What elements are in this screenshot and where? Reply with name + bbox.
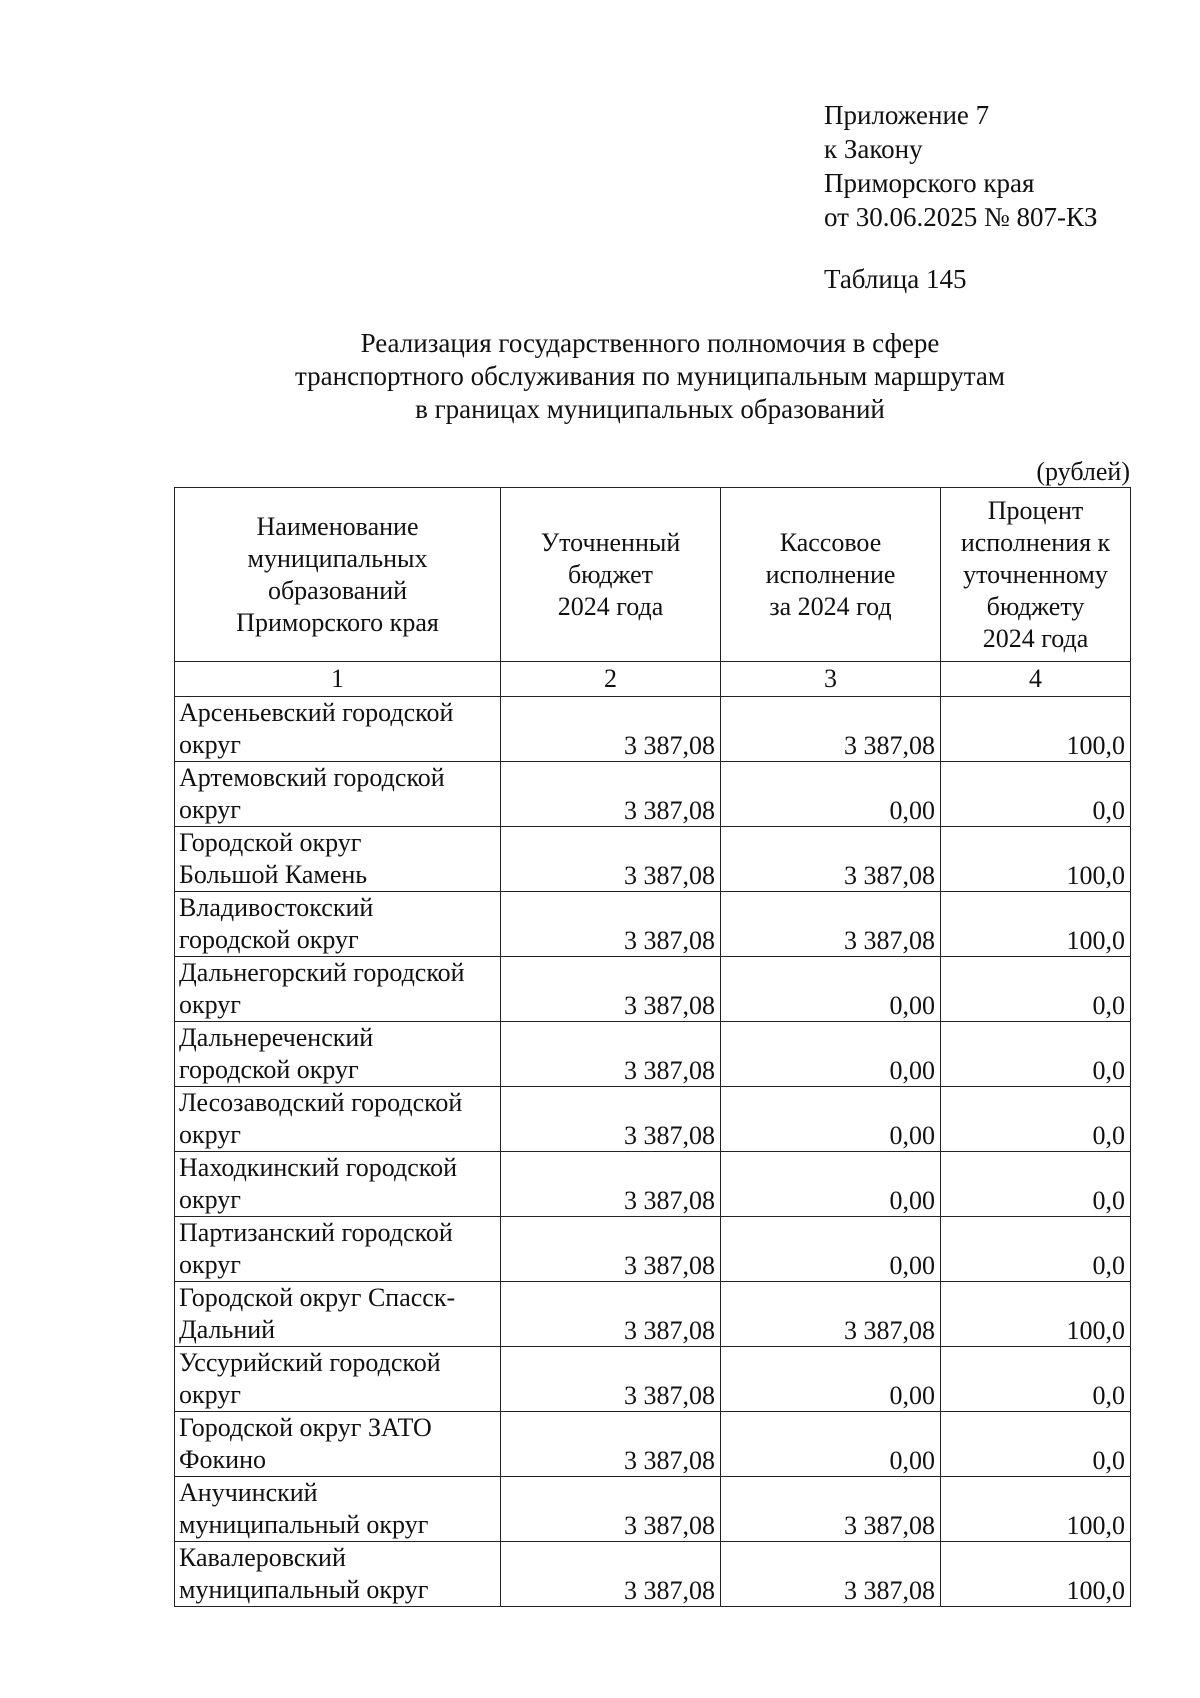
budget-value: 3 387,08 (501, 892, 721, 957)
executed-value: 3 387,08 (721, 892, 941, 957)
municipality-name: Городской округ Большой Камень (175, 827, 501, 892)
municipality-name: Кавалеровский муниципальный округ (175, 1542, 501, 1607)
municipality-name: Анучинский муниципальный округ (175, 1477, 501, 1542)
document-title (180, 327, 1120, 426)
table-row (175, 1412, 1131, 1477)
appendix-line: Приморского края (824, 168, 1035, 198)
table-row (175, 827, 1131, 892)
column-number: 2 (501, 662, 721, 697)
table-row (175, 762, 1131, 827)
municipality-name: Находкинский городской округ (175, 1152, 501, 1217)
header-budget: Уточненный бюджет 2024 года (501, 488, 721, 662)
budget-value: 3 387,08 (501, 1412, 721, 1477)
municipality-name: Дальнереченский городской округ (175, 1022, 501, 1087)
column-number: 3 (721, 662, 941, 697)
table-row (175, 892, 1131, 957)
table-row (175, 1087, 1131, 1152)
budget-value: 3 387,08 (501, 827, 721, 892)
units-label: (рублей) (1036, 457, 1130, 486)
table-row (175, 1542, 1131, 1607)
table-label: Таблица 145 (824, 264, 967, 294)
executed-value: 3 387,08 (721, 1282, 941, 1347)
percent-value: 0,0 (941, 1217, 1131, 1282)
header-executed: Кассовое исполнение за 2024 год (721, 488, 941, 662)
appendix-line: Приложение 7 (824, 100, 990, 130)
appendix-line: к Закону (824, 134, 923, 164)
budget-value: 3 387,08 (501, 1542, 721, 1607)
executed-value: 3 387,08 (721, 1477, 941, 1542)
percent-value: 100,0 (941, 892, 1131, 957)
table-row (175, 1217, 1131, 1282)
percent-value: 0,0 (941, 1412, 1131, 1477)
table-row (175, 1022, 1131, 1087)
budget-value: 3 387,08 (501, 1087, 721, 1152)
table-row (175, 957, 1131, 1022)
executed-value: 3 387,08 (721, 1542, 941, 1607)
budget-table (174, 487, 1131, 1607)
column-number: 1 (175, 662, 501, 697)
percent-value: 0,0 (941, 762, 1131, 827)
column-number-row (175, 662, 1131, 697)
executed-value: 0,00 (721, 1347, 941, 1412)
header-municipality: Наименование муниципальных образований Приморского края (175, 488, 501, 662)
municipality-name: Уссурийский городской округ (175, 1347, 501, 1412)
executed-value: 0,00 (721, 762, 941, 827)
municipality-name: Дальнегорский городской округ (175, 957, 501, 1022)
appendix-reference (824, 98, 1097, 234)
executed-value: 0,00 (721, 957, 941, 1022)
municipality-name: Городской округ Спасск- Дальний (175, 1282, 501, 1347)
municipality-name: Владивостокский городской округ (175, 892, 501, 957)
budget-value: 3 387,08 (501, 1152, 721, 1217)
percent-value: 100,0 (941, 1477, 1131, 1542)
municipality-name: Партизанский городской округ (175, 1217, 501, 1282)
executed-value: 0,00 (721, 1022, 941, 1087)
percent-value: 0,0 (941, 957, 1131, 1022)
executed-value: 0,00 (721, 1412, 941, 1477)
table-row (175, 1282, 1131, 1347)
budget-value: 3 387,08 (501, 957, 721, 1022)
budget-value: 3 387,08 (501, 1282, 721, 1347)
title-line: Реализация государственного полномочия в сфере (360, 328, 940, 358)
percent-value: 100,0 (941, 1282, 1131, 1347)
appendix-line: от 30.06.2025 № 807-КЗ (824, 202, 1098, 232)
title-line: транспортного обслуживания по муниципальным маршрутам (295, 361, 1005, 391)
table-row (175, 1347, 1131, 1412)
table-header-row (175, 488, 1131, 662)
budget-value: 3 387,08 (501, 1347, 721, 1412)
percent-value: 100,0 (941, 1542, 1131, 1607)
column-number: 4 (941, 662, 1131, 697)
title-line: в границах муниципальных образований (415, 394, 885, 424)
budget-value: 3 387,08 (501, 1477, 721, 1542)
municipality-name: Лесозаводский городской округ (175, 1087, 501, 1152)
table-row (175, 1477, 1131, 1542)
budget-value: 3 387,08 (501, 697, 721, 762)
percent-value: 100,0 (941, 697, 1131, 762)
budget-value: 3 387,08 (501, 1217, 721, 1282)
municipality-name: Арсеньевский городской округ (175, 697, 501, 762)
percent-value: 100,0 (941, 827, 1131, 892)
percent-value: 0,0 (941, 1152, 1131, 1217)
executed-value: 0,00 (721, 1087, 941, 1152)
percent-value: 0,0 (941, 1022, 1131, 1087)
table-row (175, 1152, 1131, 1217)
executed-value: 0,00 (721, 1152, 941, 1217)
header-percent: Процент исполнения к уточненному бюджету 2024 года (941, 488, 1131, 662)
budget-value: 3 387,08 (501, 762, 721, 827)
municipality-name: Артемовский городской округ (175, 762, 501, 827)
table-row (175, 697, 1131, 762)
percent-value: 0,0 (941, 1087, 1131, 1152)
executed-value: 3 387,08 (721, 697, 941, 762)
executed-value: 0,00 (721, 1217, 941, 1282)
budget-value: 3 387,08 (501, 1022, 721, 1087)
percent-value: 0,0 (941, 1347, 1131, 1412)
municipality-name: Городской округ ЗАТО Фокино (175, 1412, 501, 1477)
executed-value: 3 387,08 (721, 827, 941, 892)
